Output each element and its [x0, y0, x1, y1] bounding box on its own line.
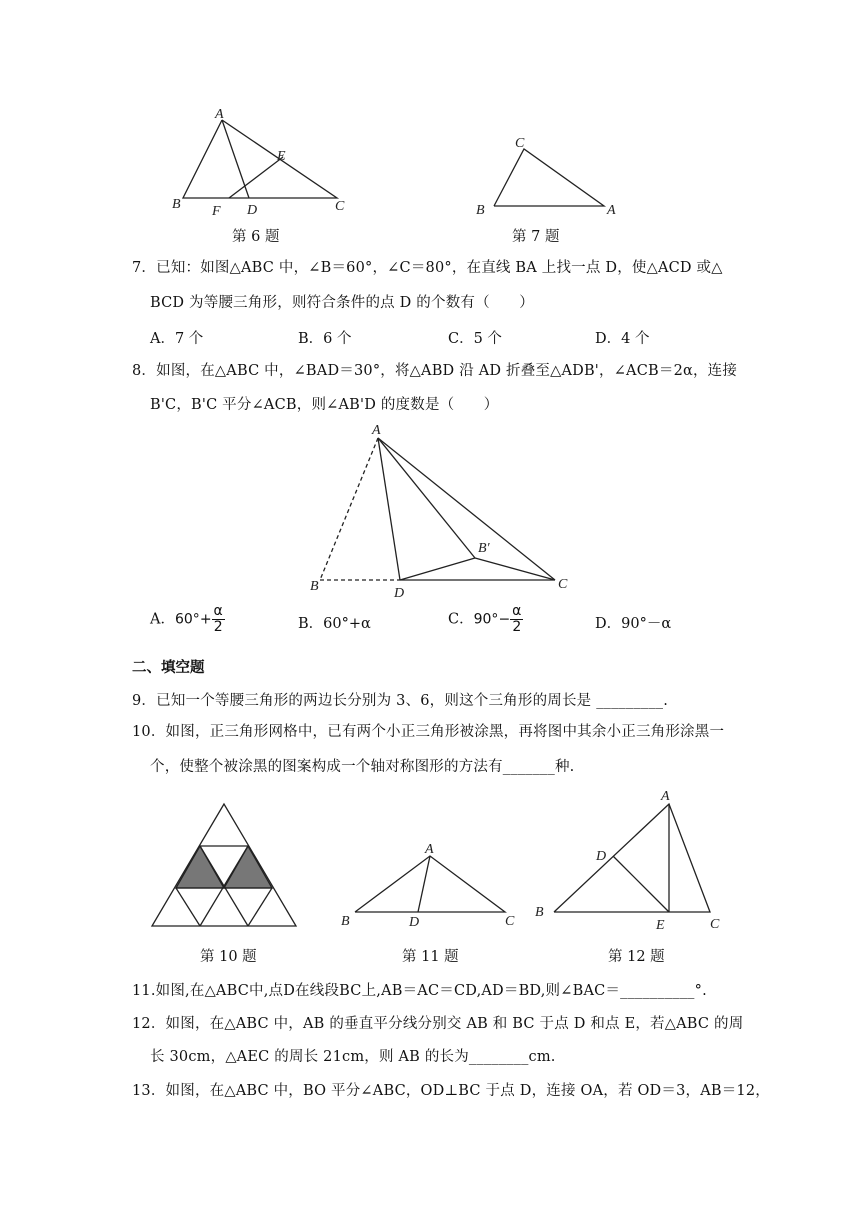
label-a: A [607, 203, 616, 218]
q7-option-c: C．5 个 [448, 331, 502, 347]
question-10-line2: 个，使整个被涂黑的图案构成一个轴对称图形的方法有_______种. [150, 759, 575, 775]
figure-q8 [300, 418, 580, 600]
label-c: C [515, 136, 525, 151]
question-7-line1: 7．已知：如图△ABC 中，∠B＝60°，∠C＝80°，在直线 BA 上找一点 D，使△ACD 或△ [132, 260, 723, 276]
label-d: D [596, 849, 607, 864]
figure-q11 [335, 838, 525, 930]
question-12-line2: 长 30cm，△AEC 的周长 21cm，则 AB 的长为________cm. [150, 1049, 556, 1065]
label-a: A [215, 107, 224, 122]
label-c: C [505, 914, 515, 929]
label-b: B [341, 914, 350, 929]
label-e: E [277, 149, 286, 164]
label-e: E [656, 918, 665, 932]
caption-q6: 第 6 题 [232, 229, 280, 245]
q7-option-a: A．7 个 [150, 331, 204, 347]
question-8-line2: B'C，B'C 平分∠ACB，则∠AB'D 的度数是（ ） [150, 397, 499, 413]
label-c: C [558, 577, 568, 592]
q8-option-a: A．60°+ $\frac{\alpha}{2}$ [150, 603, 223, 635]
question-9: 9．已知一个等腰三角形的两边长分别为 3、6，则这个三角形的周长是 _________. [132, 693, 669, 709]
label-b: B [535, 905, 544, 920]
question-11: 11.如图,在△ABC中,点D在线段BC上,AB＝AC＝CD,AD＝BD,则∠BAC＝__________°. [132, 983, 707, 999]
figure-q12 [530, 782, 730, 932]
q8-option-d: D．90°－α [595, 616, 672, 632]
label-d: D [247, 203, 258, 218]
figure-q7 [470, 132, 630, 220]
question-8-line1: 8．如图，在△ABC 中，∠BAD＝30°，将△ABD 沿 AD 折叠至△ADB'，∠ACB＝2α，连接 [132, 363, 738, 379]
caption-q11: 第 11 题 [402, 949, 459, 965]
label-c: C [335, 199, 345, 214]
q7-option-b: B．6 个 [298, 331, 352, 347]
label-b: B [476, 203, 485, 218]
section-heading: 二、填空题 [132, 660, 205, 676]
question-12-line1: 12．如图，在△ABC 中，AB 的垂直平分线分别交 AB 和 BC 于点 D 和点 E，若△ABC 的周 [132, 1016, 744, 1032]
q7-option-d: D．4 个 [595, 331, 650, 347]
q8-option-c: C．90°− $\frac{\alpha}{2}$ [448, 603, 522, 635]
label-d: D [394, 586, 405, 600]
label-b: B [172, 197, 181, 212]
q8-option-b: B．60°+α [298, 616, 371, 632]
label-a: A [372, 423, 381, 438]
question-13: 13．如图，在△ABC 中，BO 平分∠ABC，OD⊥BC 于点 D，连接 OA，若 OD＝3，AB＝12， [132, 1083, 770, 1099]
label-b-prime: B′ [478, 541, 490, 556]
question-7-line2: BCD 为等腰三角形，则符合条件的点 D 的个数有（ ） [150, 295, 534, 311]
label-f: F [212, 204, 221, 219]
label-a: A [425, 842, 434, 857]
figure-q6 [165, 102, 355, 220]
label-d: D [409, 915, 420, 930]
label-c: C [710, 917, 720, 932]
caption-q10: 第 10 题 [200, 949, 257, 965]
label-b: B [310, 579, 319, 594]
figure-q10 [145, 800, 305, 932]
question-10-line1: 10．如图，正三角形网格中，已有两个小正三角形被涂黑，再将图中其余小正三角形涂黑一 [132, 724, 725, 740]
caption-q12: 第 12 题 [608, 949, 665, 965]
label-a: A [661, 789, 670, 804]
caption-q7: 第 7 题 [512, 229, 560, 245]
